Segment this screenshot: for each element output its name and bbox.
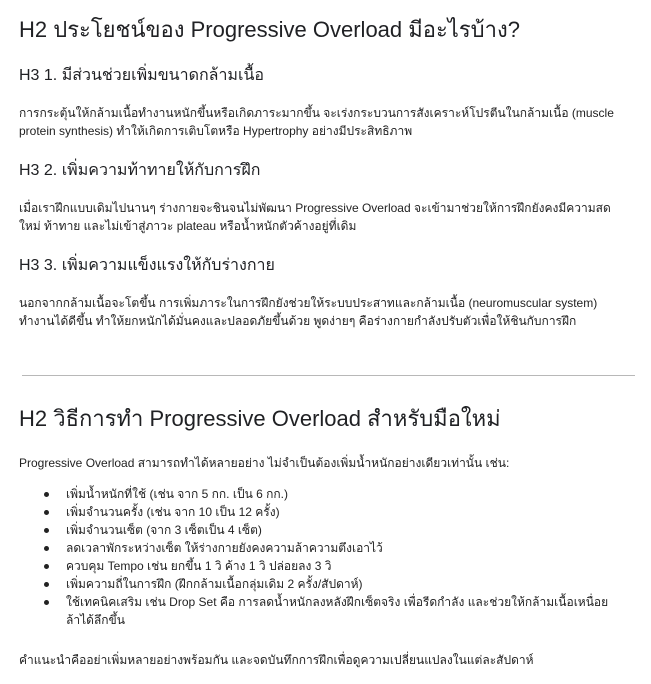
bullet-icon bbox=[44, 564, 49, 569]
list-item: เพิ่มจำนวนครั้ง (เช่น จาก 10 เป็น 12 ครั้ง) bbox=[19, 503, 624, 521]
bullet-icon bbox=[44, 546, 49, 551]
list-item: เพิ่มจำนวนเซ็ต (จาก 3 เซ็ตเป็น 4 เซ็ต) bbox=[19, 521, 624, 539]
bullet-icon bbox=[44, 582, 49, 587]
list-item: เพิ่มความถี่ในการฝึก (ฝึกกล้ามเนื้อกลุ่มเดิม 2 ครั้ง/สัปดาห์) bbox=[19, 575, 624, 593]
benefit-2-heading: H3 2. เพิ่มความท้าทายให้กับการฝึก bbox=[19, 162, 261, 179]
section-divider bbox=[22, 375, 635, 376]
list-item: เพิ่มน้ำหนักที่ใช้ (เช่น จาก 5 กก. เป็น 6 กก.) bbox=[19, 485, 624, 503]
benefit-3-heading: H3 3. เพิ่มความแข็งแรงให้กับร่างกาย bbox=[19, 257, 275, 274]
howto-tip-paragraph: คำแนะนำคืออย่าเพิ่มหลายอย่างพร้อมกัน และจดบันทึกการฝึกเพื่อดูความเปลี่ยนแปลงในแต่ละสัปดาห์ bbox=[19, 653, 534, 667]
benefits-heading: H2 ประโยชน์ของ Progressive Overload มีอะไรบ้าง? bbox=[19, 17, 520, 42]
bullet-icon bbox=[44, 510, 49, 515]
bullet-icon bbox=[44, 528, 49, 533]
bullet-icon bbox=[44, 600, 49, 605]
howto-list bbox=[19, 485, 624, 629]
benefit-1-heading: H3 1. มีส่วนช่วยเพิ่มขนาดกล้ามเนื้อ bbox=[19, 67, 264, 84]
howto-heading: H2 วิธีการทำ Progressive Overload สำหรับมือใหม่ bbox=[19, 406, 501, 431]
howto-intro-paragraph: Progressive Overload สามารถทำได้หลายอย่าง ไม่จำเป็นต้องเพิ่มน้ำหนักอย่างเดียวเท่านั้น เช่น: bbox=[19, 456, 510, 470]
list-item: ใช้เทคนิคเสริม เช่น Drop Set คือ การลดน้ำหนักลงหลังฝึกเซ็ตจริง เพื่อรีดกำลัง และช่วยให้กล้ามเนื้อเหนื่อยล้าได้ลึกขึ้น bbox=[19, 593, 624, 629]
benefit-1-paragraph: การกระตุ้นให้กล้ามเนื้อทำงานหนักขึ้นหรือเกิดภาระมากขึ้น จะเร่งกระบวนการสังเคราะห์โปรตีนในกล้ามเนื้อ (muscle protein synthesis) ทำให้เกิดการเติบโตหรือ Hypertrophy อย่างมีประสิทธิภาพ bbox=[19, 106, 614, 138]
list-item: ลดเวลาพักระหว่างเซ็ต ให้ร่างกายยังคงความล้าความตึงเอาไว้ bbox=[19, 539, 624, 557]
benefit-2-paragraph: เมื่อเราฝึกแบบเดิมไปนานๆ ร่างกายจะชินจนไม่พัฒนา Progressive Overload จะเข้ามาช่วยให้การฝึกยังคงมีความสดใหม่ ท้าทาย และไม่เข้าสู่ภาวะ plateau หรือน้ำหนักตัวค้างอยู่ที่เดิม bbox=[19, 201, 611, 233]
list-item: ควบคุม Tempo เช่น ยกขึ้น 1 วิ ค้าง 1 วิ ปล่อยลง 3 วิ bbox=[19, 557, 624, 575]
benefit-3-paragraph: นอกจากกล้ามเนื้อจะโตขึ้น การเพิ่มภาระในการฝึกยังช่วยให้ระบบประสาทและกล้ามเนื้อ (neuromuscular system) ทำงานได้ดีขึ้น ทำให้ยกหนักได้มั่นคงและปลอดภัยขึ้นด้วย พูดง่ายๆ คือร่างกายกำลังปรับตัวเพื่อให้ชินกับการฝึก bbox=[19, 296, 598, 328]
bullet-icon bbox=[44, 492, 49, 497]
